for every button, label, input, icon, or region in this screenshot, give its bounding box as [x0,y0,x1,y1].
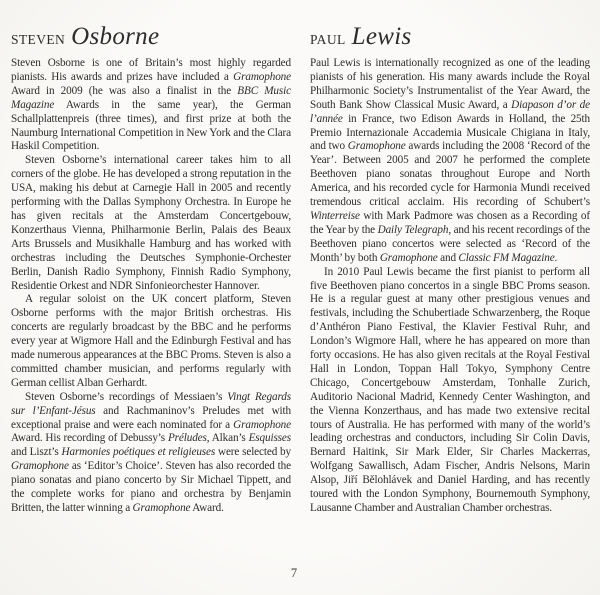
biography-text-lewis [310,57,590,516]
column-paul-lewis [310,25,590,516]
artist-heading-lewis [310,25,590,52]
artist-last-name: Lewis [351,23,412,50]
page-number: 7 [290,566,298,580]
bio-paragraph: Steven Osborne’s recordings of Messiaen’s Vingt Regards sur l’Enfant-Jésus and Rachmaninov’s Preludes met with exceptional praise and were each nominated for a Gramophone Award. His recording of Debussy’s Préludes, Alkan’s Esquisses and Liszt’s Harmonies poétiques et religieuses were selected by Gramophone as ‘Editor’s Choice’. Steven has also recorded the piano sonatas and piano concerto by Sir Michael Tippett, and the complete works for piano and orchestra by Benjamin Britten, the latter winning a Gramophone Award. [11,390,291,514]
two-column-layout [11,25,590,516]
artist-last-name: Osborne [71,23,160,50]
bio-paragraph: Steven Osborne is one of Britain’s most highly regarded pianists. His awards and prizes have included a Gramophone Award in 2009 (he was also a finalist in the BBC Music Magazine Awards in the same year), the German Schallplattenpreis (three times), and first prize at both the Naumburg International Competition in New York and the Clara Haskil Competition. [11,57,291,153]
bio-paragraph: A regular soloist on the UK concert platform, Steven Osborne performs with the major British orchestras. His concerts are regularly broadcast by the BBC and he performs every year at Wigmore Hall and the Edinburgh Festival and has made numerous appearances at the BBC Proms. Steven is also a committed chamber musician, and performs regularly with German cellist Alban Gerhardt. [11,293,291,389]
artist-first-name: STEVEN [11,32,66,47]
bio-paragraph: In 2010 Paul Lewis became the first pianist to perform all five Beethoven piano concertos in a single BBC Proms season. He is a regular guest at many other prestigious venues and festivals, including the Schubertiade Schwarzenberg, the Roque d’Anthéron Piano Festival, the Klavier Festival Ruhr, and London’s Wigmore Hall, where he has appeared on more than forty occasions. He has also given recitals at the Royal Festival Hall in London, Toppan Hall Tokyo, Symphony Centre Chicago, Concertgebouw Amsterdam, Tonhalle Zurich, Auditorio Nacional Madrid, Kennedy Center Washington, and the Vienna Konzerthaus, and has made two extensive recital tours of Australia. He has performed with many of the world’s leading orchestras and conductors, including Sir Colin Davis, Bernard Haitink, Sir Mark Elder, Sir Charles Mackerras, Wolfgang Sawallisch, Adam Fischer, Andris Nelsons, Marin Alsop, Jiří Bělohlávek and Daniel Harding, and has recently toured with the London Symphony, Bournemouth Symphony, Lausanne Chamber and Australian Chamber orchestras. [310,265,590,514]
column-steven-osborne [11,25,291,516]
artist-heading-osborne [11,25,291,52]
biography-text-osborne [11,57,291,516]
bio-paragraph: Steven Osborne’s international career takes him to all corners of the globe. He has developed a strong reputation in the USA, making his debut at Carnegie Hall in 2005 and recently performing with the Dallas Symphony Orchestra. In Europe he has given recitals at the Amsterdam Concertgebouw, Konzerthaus Vienna, Philharmonie Berlin, Palais des Beaux Arts Brussels and Musikhalle Hamburg and has worked with orchestras including the Deutsches Symphonie-Orchester Berlin, Danish Radio Symphony, Finnish Radio Symphony, Residentie Orkest and NDR Sinfonieorchester Hannover. [11,154,291,292]
artist-first-name: PAUL [310,32,346,47]
bio-paragraph: Paul Lewis is internationally recognized as one of the leading pianists of his generation. His many awards include the Royal Philharmonic Society’s Instrumentalist of the Year Award, the South Bank Show Classical Music Award, a Diapason d’or de l’année in France, two Edison Awards in Holland, the 25th Premio Internazionale Accademia Musicale Chigiana in Italy, and two Gramophone awards including the 2008 ‘Record of the Year’. Between 2005 and 2007 he performed the complete Beethoven piano sonatas throughout Europe and North America, and his recorded cycle for Harmonia Mundi received tremendous critical acclaim. His recording of Schubert’s Winterreise with Mark Padmore was chosen as a Recording of the Year by the Daily Telegraph, and his recent recordings of the Beethoven piano concertos were selected as ‘Record of the Month’ by both Gramophone and Classic FM Magazine. [310,57,591,264]
